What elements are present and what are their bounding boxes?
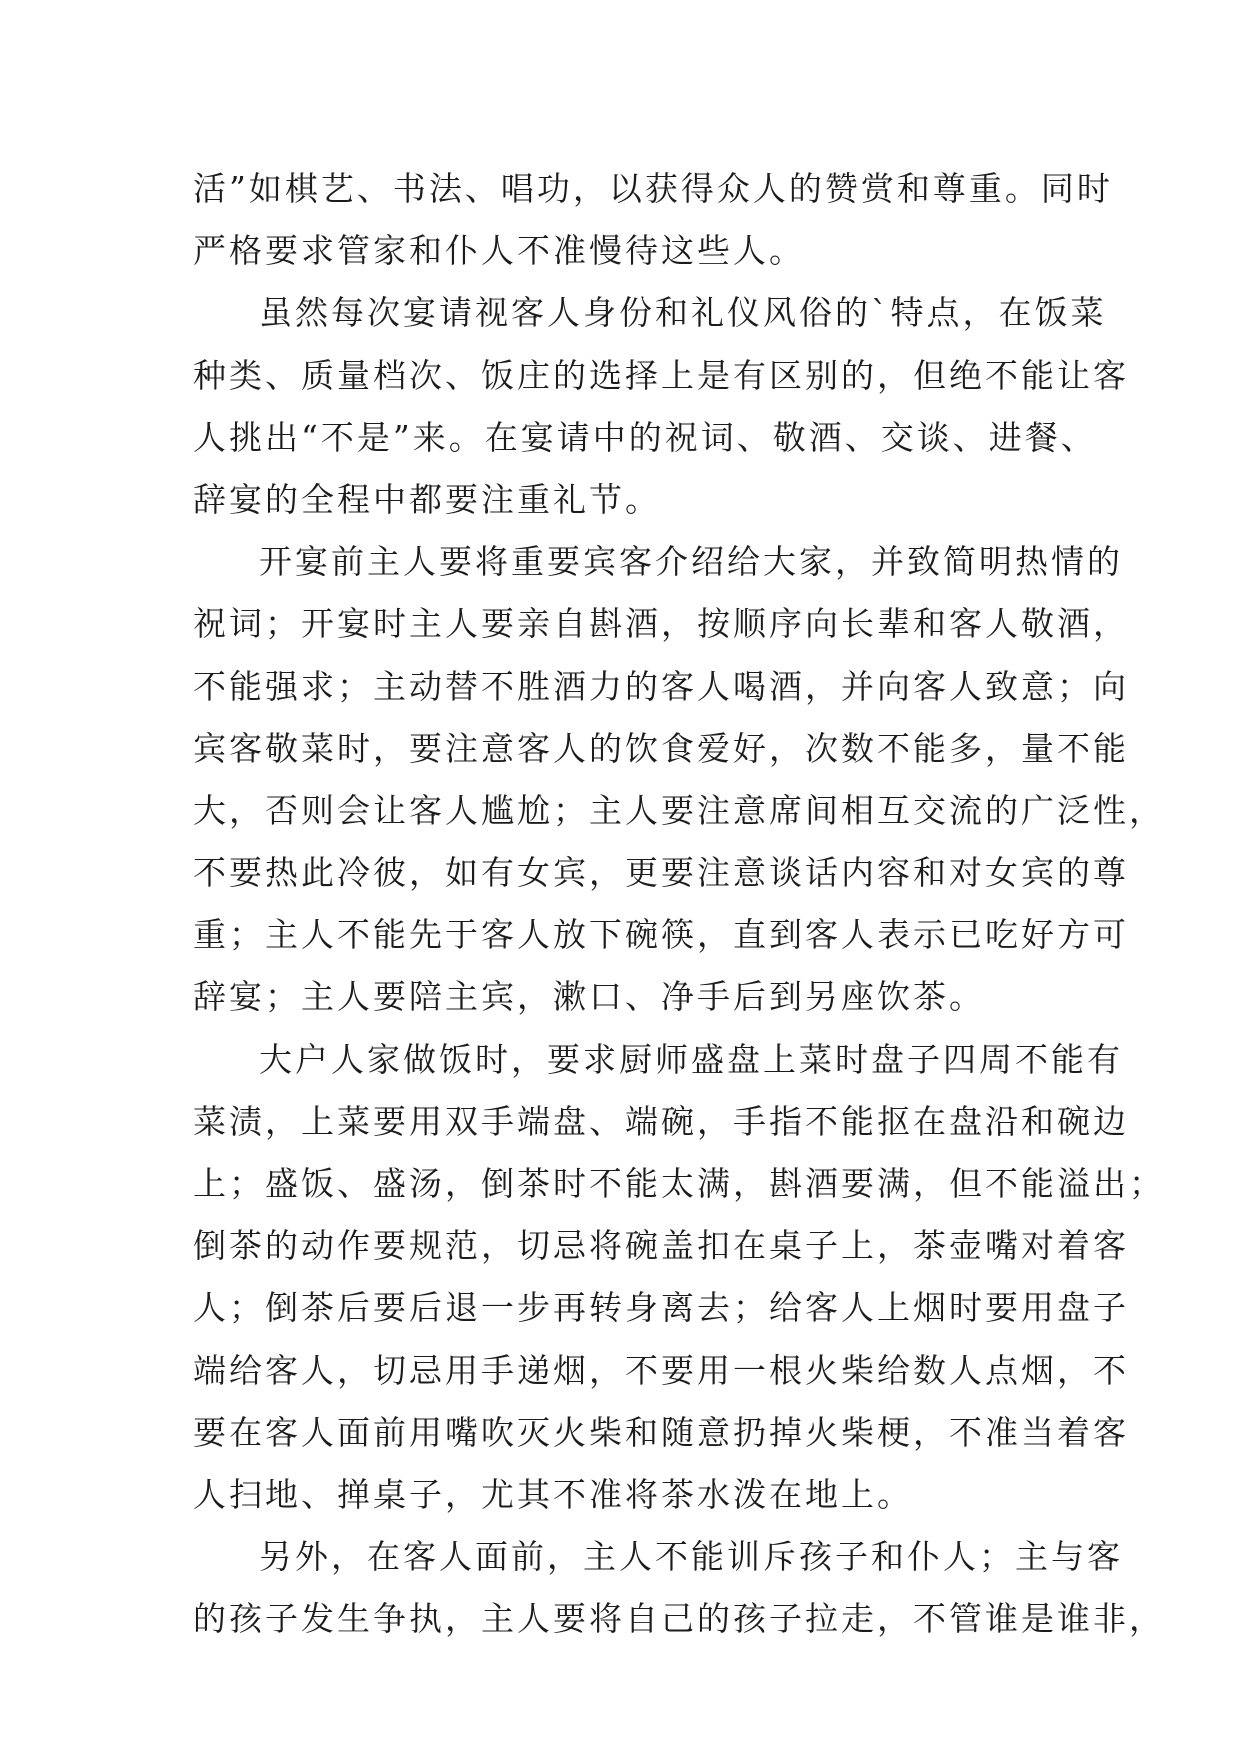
- text-line: 的孩子发生争执，主人要将自己的孩子拉走，不管谁是谁非，: [193, 1599, 1165, 1639]
- text-line: 重；主人不能先于客人放下碗筷，直到客人表示已吃好方可: [193, 915, 1129, 955]
- text-line: 菜渍，上菜要用双手端盘、端碗，手指不能抠在盘沿和碗边: [193, 1101, 1129, 1141]
- text-line: 人扫地、掸桌子，尤其不准将茶水泼在地上。: [193, 1474, 913, 1514]
- text-line: 倒茶的动作要规范，切忌将碗盖扣在桌子上，茶壶嘴对着客: [193, 1226, 1129, 1266]
- text-line: 宾客敬菜时，要注意客人的饮食爱好，次数不能多，量不能: [193, 728, 1129, 768]
- body-text: [193, 158, 1165, 1651]
- paragraph-start-line: 虽然每次宴请视客人身份和礼仪风俗的`特点，在饭菜: [259, 293, 1107, 333]
- text-line: 要在客人面前用嘴吹灭火柴和随意扔掉火柴梗，不准当着客: [193, 1412, 1129, 1452]
- text-line: 辞宴；主人要陪主宾，漱口、净手后到另座饮茶。: [193, 977, 985, 1017]
- text-line: 不要热此冷彼，如有女宾，更要注意谈话内容和对女宾的尊: [193, 853, 1129, 893]
- paragraph-start-line: 另外，在客人面前，主人不能训斥孩子和仆人；主与客: [259, 1537, 1123, 1577]
- text-line: 上；盛饭、盛汤，倒茶时不能太满，斟酒要满，但不能溢出；: [193, 1164, 1165, 1203]
- text-line: 大，否则会让客人尴尬；主人要注意席间相互交流的广泛性，: [193, 790, 1165, 830]
- paragraph-start-line: 大户人家做饭时，要求厨师盛盘上菜时盘子四周不能有: [259, 1039, 1123, 1079]
- text-line: 种类、质量档次、饭庄的选择上是有区别的，但绝不能让客: [193, 355, 1129, 395]
- paragraph-start-line: 开宴前主人要将重要宾客介绍给大家，并致简明热情的: [259, 542, 1123, 582]
- text-line: 严格要求管家和仆人不准慢待这些人。: [193, 231, 805, 271]
- text-line: 辞宴的全程中都要注重礼节。: [193, 479, 661, 519]
- text-line: 人挑出“不是”来。在宴请中的祝词、敬酒、交谈、进餐、: [193, 417, 1097, 457]
- text-line: 人；倒茶后要后退一步再转身离去；给客人上烟时要用盘子: [193, 1288, 1129, 1328]
- text-line: 端给客人，切忌用手递烟，不要用一根火柴给数人点烟，不: [193, 1350, 1129, 1390]
- text-line: 活”如棋艺、书法、唱功，以获得众人的赞赏和尊重。同时: [193, 169, 1113, 208]
- text-line: 祝词；开宴时主人要亲自斟酒，按顺序向长辈和客人敬酒，: [193, 604, 1129, 644]
- text-line: 不能强求；主动替不胜酒力的客人喝酒，并向客人致意；向: [193, 666, 1129, 706]
